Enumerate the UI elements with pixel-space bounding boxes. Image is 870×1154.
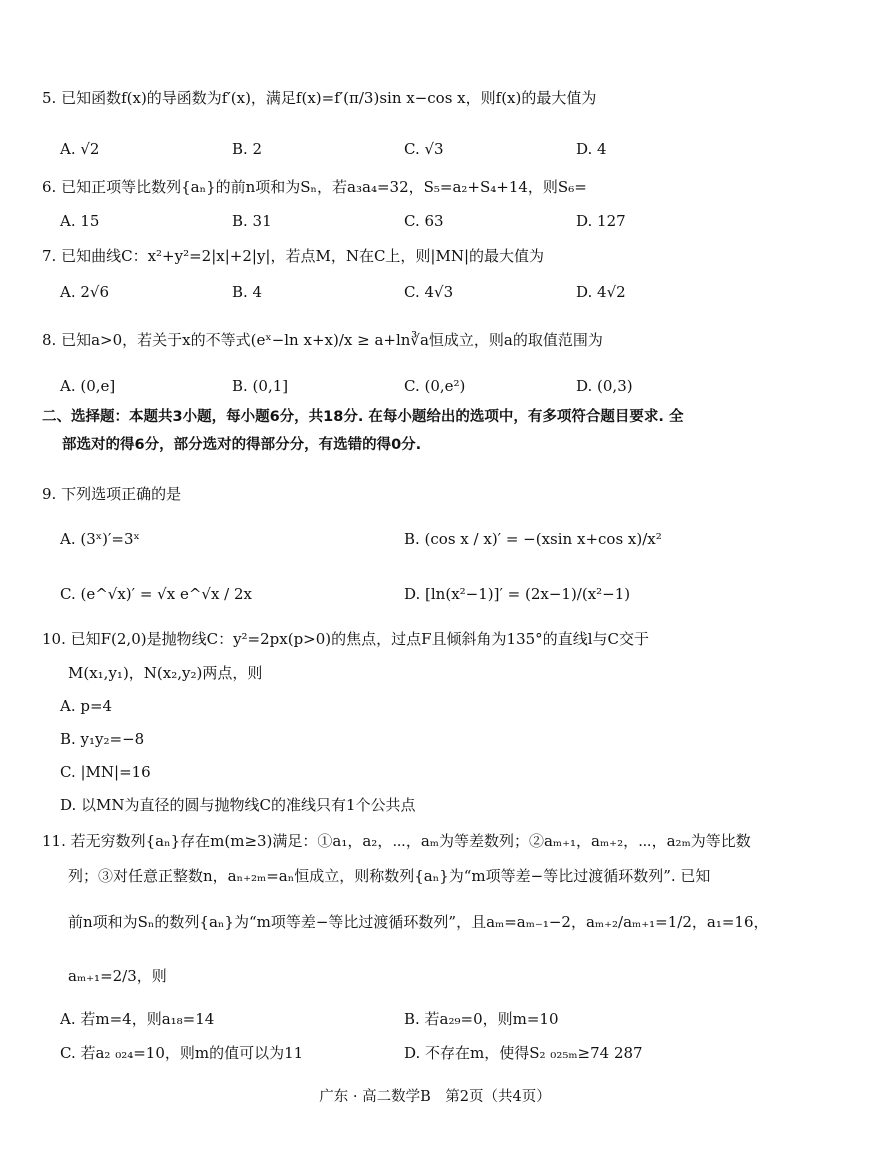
- q11-option-d[interactable]: D. 不存在m，使得S₂ ₀₂₅ₘ≥74 287: [404, 1044, 643, 1062]
- q5-option-c[interactable]: C. √3: [404, 140, 444, 158]
- q10-option-c[interactable]: C. |MN|=16: [60, 763, 151, 781]
- q7-option-b[interactable]: B. 4: [232, 283, 263, 301]
- q11-line-3: 前n项和为Sₙ的数列{aₙ}为“m项等差−等比过渡循环数列”，且aₘ=aₘ₋₁−2，aₘ₊₂/aₘ₊₁=1/2，a₁=16，: [68, 913, 769, 931]
- question-10-stem-line-1: [42, 622, 810, 656]
- question-10-options: [42, 690, 810, 822]
- q9-option-a[interactable]: A. (3ˣ)′=3ˣ: [60, 530, 140, 548]
- q10-stem-line-2: M(x₁,y₁)，N(x₂,y₂)两点，则: [68, 664, 263, 682]
- q6-option-d[interactable]: D. 127: [576, 212, 626, 230]
- q7-stem-text: 已知曲线C：x²+y²=2|x|+2|y|，若点M，N在C上，则|MN|的最大值为: [61, 247, 545, 265]
- q5-stem-text: 已知函数f(x)的导函数为f′(x)，满足f(x)=f′(π/3)sin x−cos x，则f(x)的最大值为: [61, 89, 597, 107]
- q6-option-c[interactable]: C. 63: [404, 212, 444, 230]
- q10-stem-line-1: 已知F(2,0)是抛物线C：y²=2px(p>0)的焦点，过点F且倾斜角为135°的直线l与C交于: [70, 630, 649, 648]
- q11-line-2: 列；③对任意正整数n，aₙ₊₂ₘ=aₙ恒成立，则称数列{aₙ}为“m项等差−等比过渡循环数列”. 已知: [68, 867, 711, 885]
- question-9-options-row-1: [42, 512, 810, 566]
- q11-line-4: aₘ₊₁=2/3，则: [68, 967, 167, 985]
- q5-option-b[interactable]: B. 2: [232, 140, 263, 158]
- question-6-stem: [42, 170, 810, 204]
- page-footer: 广东 · 高二数学B 第2页（共4页）: [319, 1089, 551, 1105]
- question-10-stem-line-2: [42, 656, 810, 690]
- q8-option-c[interactable]: C. (0,e²): [404, 377, 466, 395]
- question-8-options: [42, 368, 810, 404]
- question-5-options: [42, 138, 810, 170]
- section-2-heading: [42, 404, 810, 476]
- q8-number: 8.: [42, 331, 62, 349]
- q9-option-b[interactable]: B. (cos x / x)′ = −(xsin x+cos x)/x²: [404, 530, 662, 548]
- q7-number: 7.: [42, 247, 62, 265]
- q8-option-a[interactable]: A. (0,e]: [60, 377, 116, 395]
- q5-number: 5.: [42, 89, 62, 107]
- q10-option-a[interactable]: A. p=4: [60, 697, 113, 715]
- q7-option-c[interactable]: C. 4√3: [404, 283, 454, 301]
- q6-option-b[interactable]: B. 31: [232, 212, 272, 230]
- section-2-line-2: 部选对的得6分，部分选对的得部分分，有选错的得0分.: [62, 436, 422, 453]
- q11-option-a[interactable]: A. 若m=4，则a₁₈=14: [60, 1010, 215, 1028]
- q6-number: 6.: [42, 178, 62, 196]
- q9-option-d[interactable]: D. [ln(x²−1)]′ = (2x−1)/(x²−1): [404, 585, 631, 603]
- q11-line-1: 若无穷数列{aₙ}存在m(m≥3)满足：①a₁，a₂，⋯，aₘ为等差数列；②aₘ₊₁，aₘ₊₂，⋯，a₂ₘ为等比数: [70, 832, 751, 850]
- question-9-options-row-2: [42, 566, 810, 622]
- q7-option-a[interactable]: A. 2√6: [60, 283, 110, 301]
- q8-option-b[interactable]: B. (0,1]: [232, 377, 289, 395]
- q6-stem-text: 已知正项等比数列{aₙ}的前n项和为Sₙ，若a₃a₄=32，S₅=a₂+S₄+14，则S₆=: [61, 178, 587, 196]
- q10-number: 10.: [42, 630, 71, 648]
- question-11-line-4: [42, 950, 810, 1002]
- q11-number: 11.: [42, 832, 71, 850]
- question-9-stem: [42, 476, 810, 512]
- question-8-stem: [42, 316, 810, 368]
- q10-option-b[interactable]: B. y₁y₂=−8: [60, 730, 145, 748]
- q10-option-d[interactable]: D. 以MN为直径的圆与抛物线C的准线只有1个公共点: [60, 796, 416, 814]
- question-11-line-3: [42, 894, 810, 950]
- question-11-line-1: [42, 824, 810, 858]
- question-7-stem: [42, 238, 810, 274]
- q11-option-b[interactable]: B. 若a₂₉=0，则m=10: [404, 1010, 559, 1028]
- q5-option-d[interactable]: D. 4: [576, 140, 607, 158]
- q11-option-c[interactable]: C. 若a₂ ₀₂₄=10，则m的值可以为11: [60, 1044, 304, 1062]
- section-2-line-1: 二、选择题：本题共3小题，每小题6分，共18分. 在每小题给出的选项中，有多项符合题目要求. 全: [42, 409, 684, 425]
- q9-option-c[interactable]: C. (e^√x)′ = √x e^√x / 2x: [60, 585, 252, 603]
- question-5: [42, 78, 810, 138]
- question-5-stem: [42, 78, 810, 118]
- question-7-options: [42, 274, 810, 316]
- q5-option-a[interactable]: A. √2: [60, 140, 100, 158]
- q9-number: 9.: [42, 485, 62, 503]
- question-11-options-row-1: [42, 1002, 810, 1036]
- q8-option-d[interactable]: D. (0,3): [576, 377, 633, 395]
- q7-option-d[interactable]: D. 4√2: [576, 283, 626, 301]
- question-6-options: [42, 204, 810, 238]
- q6-option-a[interactable]: A. 15: [60, 212, 100, 230]
- q8-stem-text: 已知a>0，若关于x的不等式(eˣ−ln x+x)/x ≥ a+ln∛a恒成立，则a的取值范围为: [61, 331, 603, 349]
- question-11-options-row-2: [42, 1036, 810, 1070]
- question-11-line-2: [42, 858, 810, 894]
- q9-stem-text: 下列选项正确的是: [61, 485, 182, 503]
